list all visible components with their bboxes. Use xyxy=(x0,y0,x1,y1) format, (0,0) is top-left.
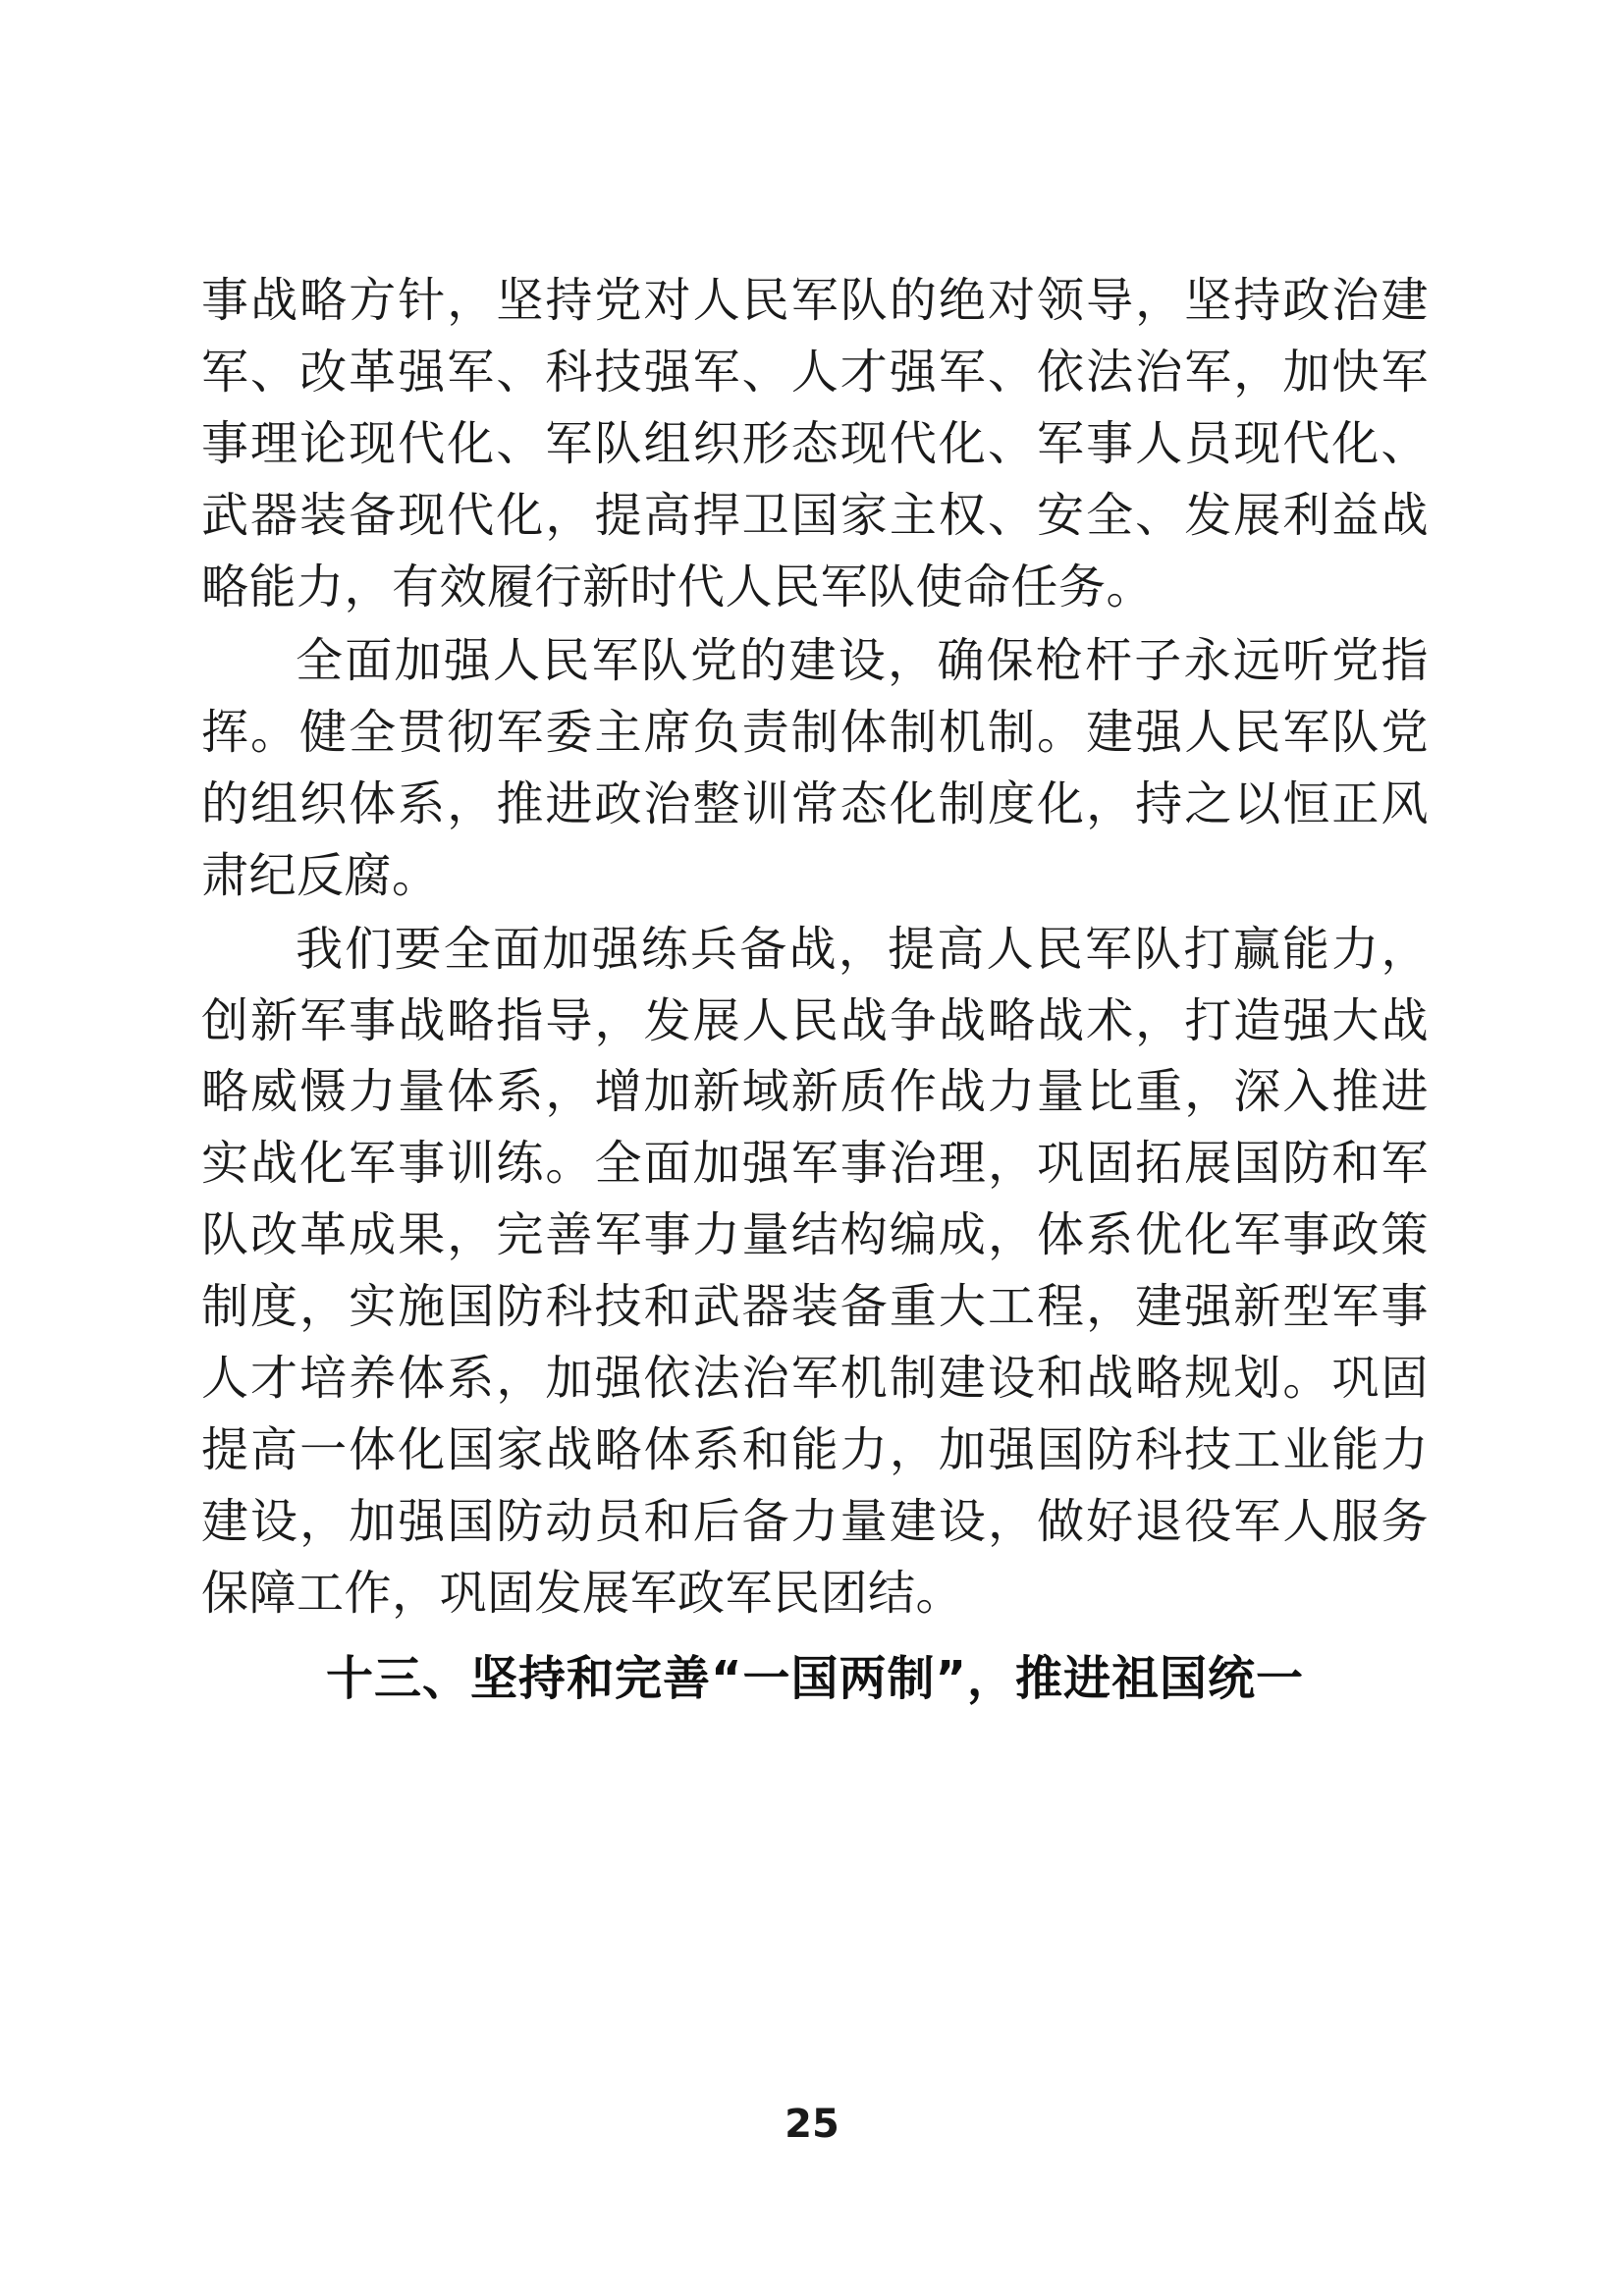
paragraph-1: 事战略方针，坚持党对人民军队的绝对领导，坚持政治建军、改革强军、科技强军、人才强军、依法治军，加快军事理论现代化、军队组织形态现代化、军事人员现代化、武器装备现代化，提高捍卫国家主权、安全、发展利益战略能力，有效履行新时代人民军队使命任务。 xyxy=(201,273,1429,614)
section-heading: 十三、坚持和完善“一国两制”，推进祖国统一 xyxy=(325,1651,1305,1707)
page-body xyxy=(201,265,1429,1715)
paragraph-2: 全面加强人民军队党的建设，确保枪杆子永远听党指挥。健全贯彻军委主席负责制体制机制。建强人民军队党的组织体系，推进政治整训常态化制度化，持之以恒正风肃纪反腐。 xyxy=(201,632,1429,903)
paragraph-3: 我们要全面加强练兵备战，提高人民军队打赢能力，创新军事战略指导，发展人民战争战略战术，打造强大战略威慑力量体系，增加新域新质作战力量比重，深入推进实战化军事训练。全面加强军事治理，巩固拓展国防和军队改革成果，完善军事力量结构编成，体系优化军事政策制度，实施国防科技和武器装备重大工程，建强新型军事人才培养体系，加强依法治军机制建设和战略规划。巩固提高一体化国家战略体系和能力，加强国防科技工业能力建设，加强国防动员和后备力量建设，做好退役军人服务保障工作，巩固发展军政军民团结。 xyxy=(201,921,1429,1622)
page-number: 25 xyxy=(785,2102,839,2147)
